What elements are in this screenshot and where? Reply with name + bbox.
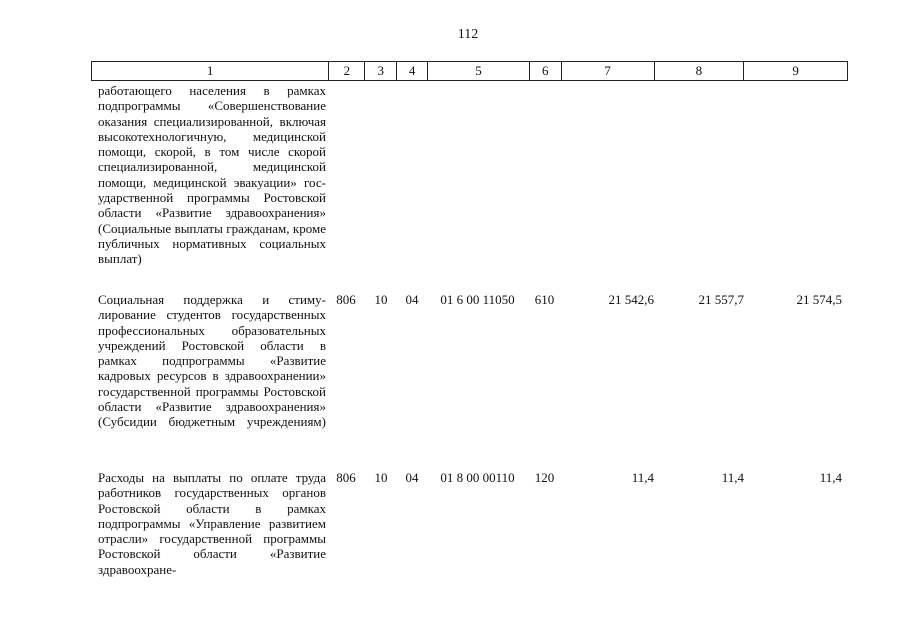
cell-section: 10 <box>374 292 388 307</box>
cell-amount-col8: 11,4 <box>721 470 744 485</box>
cell-subsection: 04 <box>405 292 419 307</box>
cell-amount-col9: 11,4 <box>819 470 842 485</box>
header-col-5: 5 <box>427 62 529 80</box>
cell-amount-col7: 11,4 <box>631 470 654 485</box>
header-col-4: 4 <box>396 62 427 80</box>
header-col-8: 8 <box>654 62 744 80</box>
header-col-2: 2 <box>328 62 364 80</box>
header-col-7: 7 <box>561 62 654 80</box>
page-number: 112 <box>457 27 479 42</box>
cell-target-article: 01 6 00 11050 <box>440 292 515 307</box>
cell-section: 10 <box>374 470 388 485</box>
table-header-row <box>91 61 848 81</box>
row-description: Расходы на выплаты по оплате труда работников государственных органов Ростовской области в рамках подпрограммы «Управление развитием отрасли» государственной программы Ростовской области «Развитие здравоохране- <box>98 470 326 577</box>
cell-expense-type: 610 <box>534 292 555 307</box>
row-description: Социальная поддержка и стимулирование студентов государственных профессиональных образовательных учреждений Ростовской области в рамках подпрограммы «Развитие кадровых ресурсов в здравоохранении» государственной программы Ростовской области «Развитие здравоохранения» (Субсидии бюджетным учреждениям) <box>98 292 326 430</box>
header-col-3: 3 <box>364 62 396 80</box>
cell-ministry-code: 806 <box>336 292 356 307</box>
cell-amount-col9: 21 574,5 <box>796 292 842 307</box>
cell-target-article: 01 8 00 00110 <box>440 470 515 485</box>
cell-expense-type: 120 <box>534 470 555 485</box>
header-col-1: 1 <box>206 63 214 78</box>
header-col-6: 6 <box>529 62 561 80</box>
row-description: работающего населения в рамках подпрограммы «Совершенствование оказания специализированной, включая высокотехнологичную, медицинской помощи, скорой, в том числе скорой специализированной, медицинской помощи, медицинской эвакуации» государственной программы Ростовской области «Развитие здравоохранения» (Социальные выплаты гражданам, кроме публичных нормативных социальных выплат) <box>98 83 326 267</box>
cell-amount-col8: 21 557,7 <box>698 292 744 307</box>
cell-ministry-code: 806 <box>336 470 356 485</box>
cell-subsection: 04 <box>405 470 419 485</box>
cell-amount-col7: 21 542,6 <box>608 292 654 307</box>
header-col-9: 9 <box>743 62 847 80</box>
